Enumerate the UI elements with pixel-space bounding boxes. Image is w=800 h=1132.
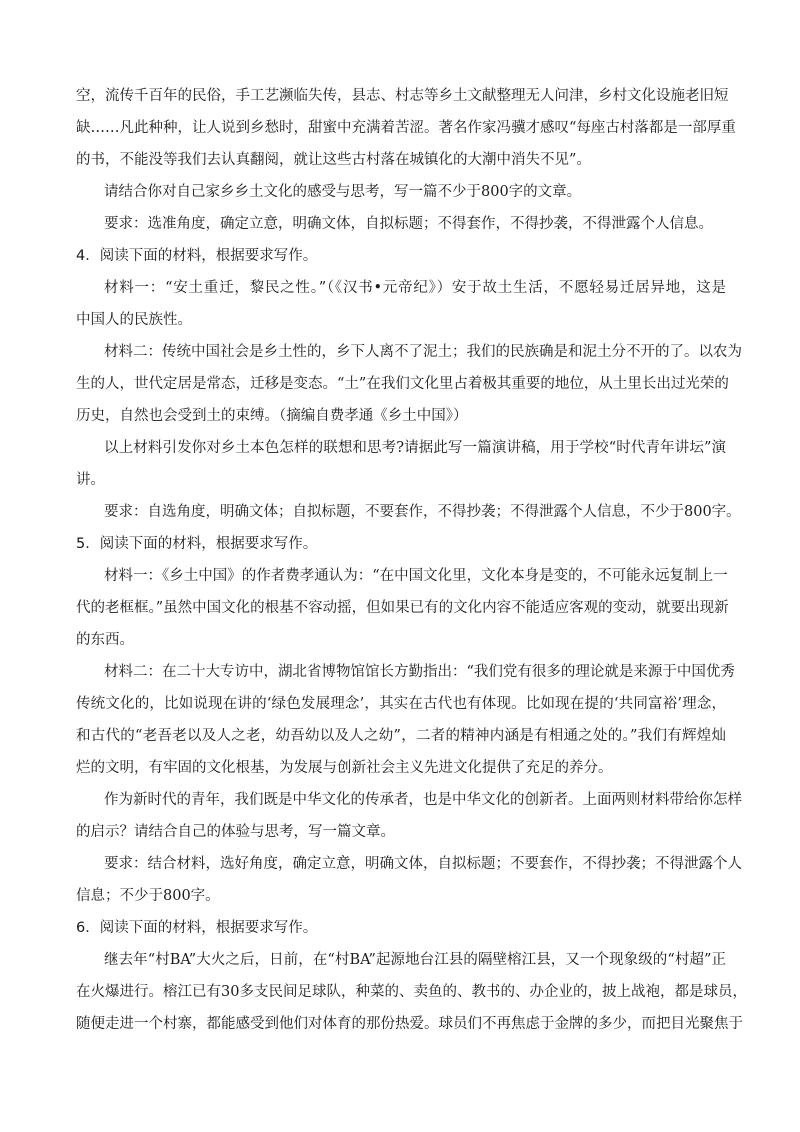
text-line: 材料一：“安土重迁，黎民之性。”（《汉书•元帝纪》）安于故土生活，不愿轻易迁居异地，这是	[104, 280, 726, 296]
text-line: 继去年“村BA”大火之后，日前，在“村BA”起源地台江县的隔壁榕江县，又一个现象级的“村超”正	[104, 952, 726, 968]
text-line: 的东西。	[76, 632, 134, 648]
text-line: 以上材料引发你对乡土本色怎样的联想和思考?请据此写一篇演讲稿，用于学校“时代青年讲坛”演	[104, 440, 726, 456]
text-line: 缺……凡此种种，让人说到乡愁时，甜蜜中充满着苦涩。著名作家冯骥才感叹“每座古村落都是一部厚重	[76, 120, 736, 136]
text-line: 烂的文明，有牢固的文化根基，为发展与创新社会主义先进文化提供了充足的养分。	[76, 760, 613, 776]
text-line: 的书，不能没等我们去认真翻阅，就让这些古村落在城镇化的大潮中消失不见”。	[76, 152, 591, 168]
text-line: 信息；不少于800字。	[76, 888, 220, 904]
text-line: 请结合你对自己家乡乡土文化的感受与思考，写一篇不少于800字的文章。	[104, 184, 582, 200]
text-line: 要求：结合材料，选好角度，确定立意，明确文体，自拟标题；不要套作，不得抄袭；不得泄露个人	[104, 856, 742, 872]
text-line: 和古代的“老吾老以及人之老，幼吾幼以及人之幼”，二者的精神内涵是有相通之处的。”我们有辉煌灿	[76, 728, 726, 744]
text-line: 要求：自选角度，明确文体；自拟标题，不要套作，不得抄袭；不得泄露个人信息，不少于800字。	[104, 504, 741, 520]
question-heading: 5．阅读下面的材料，根据要求写作。	[76, 536, 318, 552]
text-line: 中国人的民族性。	[76, 312, 192, 328]
text-line: 的启示？请结合自己的体验与思考，写一篇文章。	[76, 824, 395, 840]
text-line: 在火爆进行。榕江已有30多支民间足球队，种菜的、卖鱼的、教书的、办企业的，披上战袍，都是球员，	[76, 984, 747, 1000]
text-line: 作为新时代的青年，我们既是中华文化的传承者，也是中华文化的创新者。上面两则材料带给你怎样	[104, 792, 742, 808]
text-line: 传统文化的，比如说现在讲的‘绿色发展理念’，其实在古代也有体现。比如现在提的‘共同富裕’理念，	[76, 696, 726, 712]
text-line: 代的老框框。”虽然中国文化的根基不容动摇，但如果已有的文化内容不能适应客观的变动，就要出现新	[76, 600, 729, 616]
question-heading: 4．阅读下面的材料，根据要求写作。	[76, 248, 318, 264]
text-line: 随便走进一个村寨，都能感受到他们对体育的那份热爱。球员们不再焦虑于金牌的多少，而把目光聚焦于	[76, 1016, 743, 1032]
text-line: 讲。	[76, 472, 105, 488]
text-line: 空，流传千百年的民俗，手工艺濒临失传，县志、村志等乡土文献整理无人问津，乡村文化设施老旧短	[76, 88, 729, 104]
question-heading: 6．阅读下面的材料，根据要求写作。	[76, 920, 318, 936]
text-line: 生的人，世代定居是常态，迁移是变态。“土”在我们文化里占着极其重要的地位，从土里长出过光荣的	[76, 376, 729, 392]
text-line: 要求：选准角度，确定立意，明确文体，自拟标题；不得套作，不得抄袭，不得泄露个人信息。	[104, 216, 713, 232]
text-line: 材料二：传统中国社会是乡土性的，乡下人离不了泥土；我们的民族确是和泥土分不开的了。以农为	[104, 344, 742, 360]
text-line: 材料一：《乡土中国》的作者费孝通认为：“在中国文化里，文化本身是变的，不可能永远复制上一	[104, 568, 728, 584]
text-line: 历史，自然也会受到土的束缚。（摘编自费孝通《乡土中国》）	[76, 408, 468, 424]
text-line: 材料二：在二十大专访中，湖北省博物馆馆长方勤指出：“我们党有很多的理论就是来源于中国优秀	[104, 664, 735, 680]
